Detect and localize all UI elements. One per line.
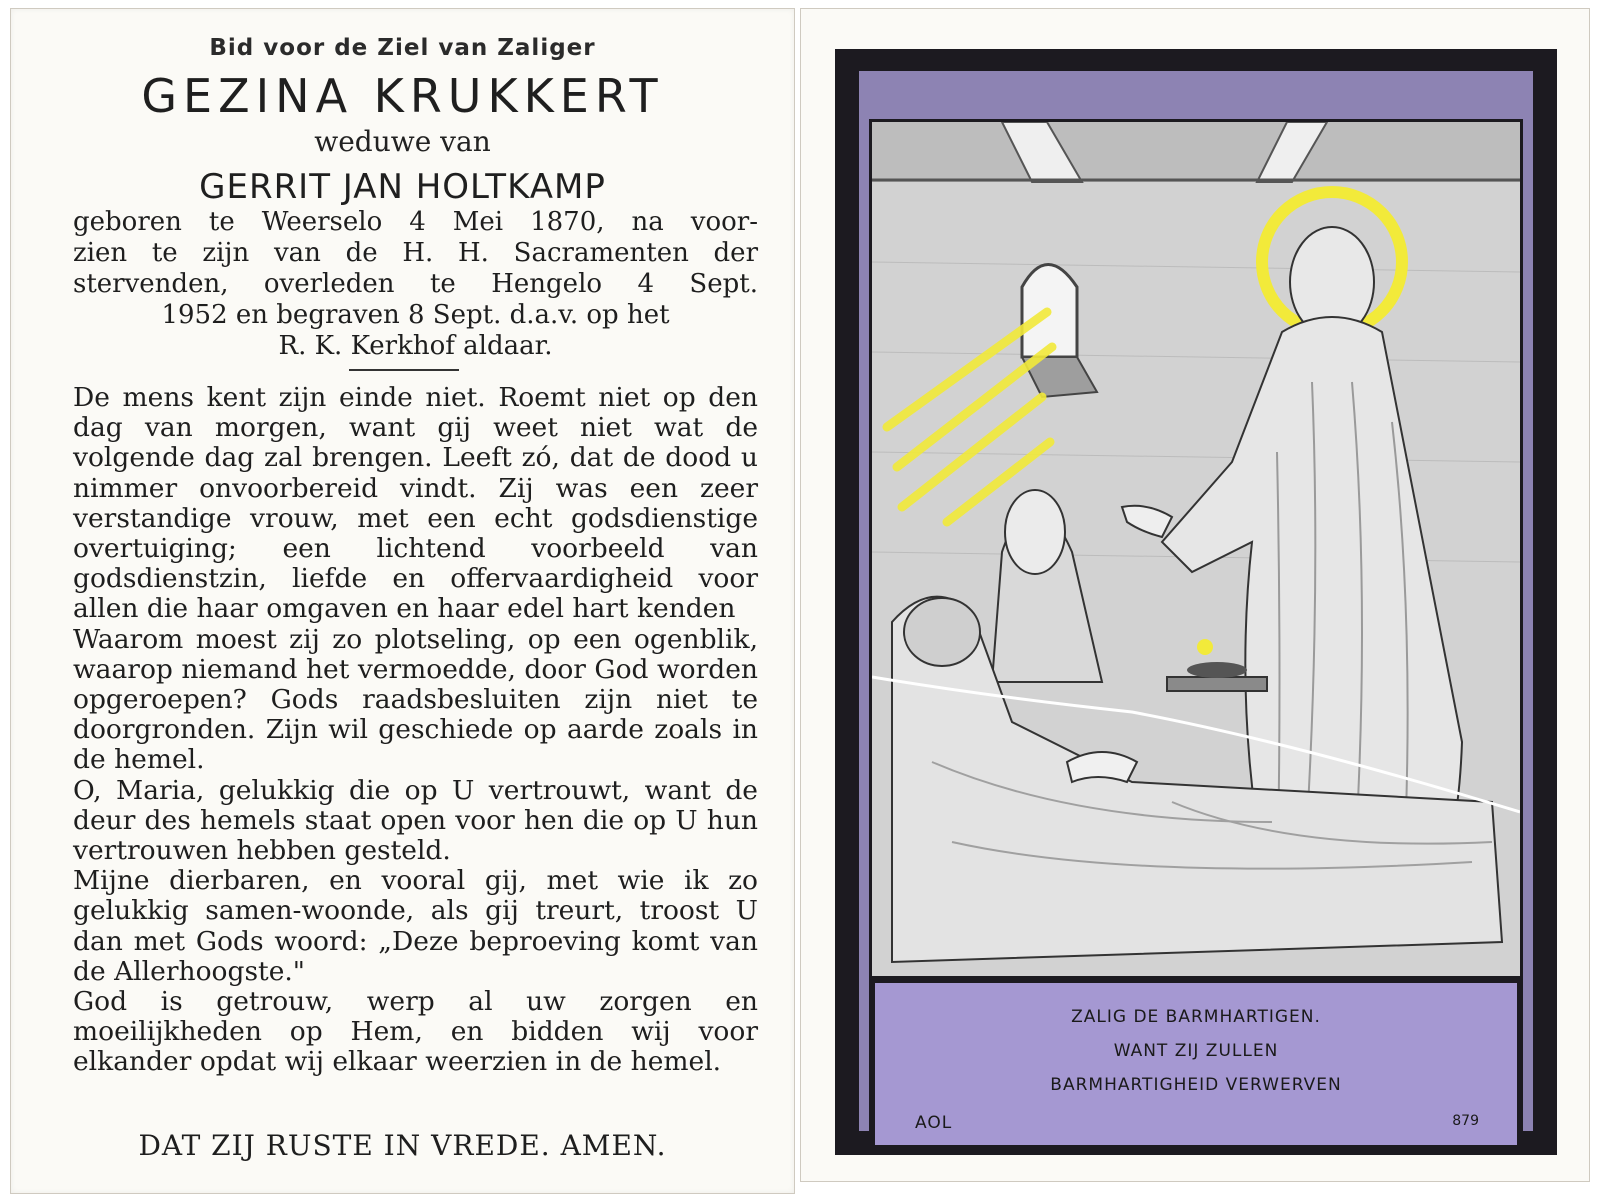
deceased-name: GEZINA KRUKKERT: [141, 69, 664, 123]
illustration-svg: [872, 122, 1520, 976]
caption-line: WANT ZIJ ZULLEN: [1113, 1041, 1279, 1061]
husband-name: GERRIT JAN HOLTKAMP: [199, 167, 606, 207]
memorial-text-card: [10, 8, 795, 1194]
caption-line: BARMHARTIGHEID VERWERVEN: [1050, 1075, 1342, 1095]
bio-line: stervenden, overleden te Hengelo 4 Sept.: [73, 269, 758, 299]
card-number: 879: [1452, 1113, 1479, 1129]
paragraph: De mens kent zijn einde niet. Roemt niet op den dag van morgen, want gij weet niet wat de volgende dag zal brengen. Leeft zó, dat de dood u nimmer onvoorbereid vindt. Zij was een zeer verstandige vrouw, met een echt godsdienstige overtuiging; een lichtend voorbeeld van godsdienstzin, liefde en offervaardigheid voor allen die haar omgaven en haar edel hart kenden: [73, 382, 758, 625]
closing-line: DAT ZIJ RUSTE IN VREDE. AMEN.: [138, 1129, 667, 1162]
bio-line: R. K. Kerkhof aldaar.: [278, 331, 553, 361]
biography: [73, 207, 758, 362]
mourning-frame: [835, 49, 1557, 1155]
bio-line: 1952 en begraven 8 Sept. d.a.v. op het: [161, 300, 670, 330]
bio-line: zien te zijn van de H. H. Sacramenten der: [73, 238, 758, 268]
divider-rule: [349, 369, 459, 371]
publisher-mark: AOL: [915, 1113, 953, 1133]
prayer-line: Bid voor de Ziel van Zaliger: [209, 35, 596, 61]
deathbed-illustration: [869, 119, 1523, 979]
caption-line: ZALIG DE BARMHARTIGEN.: [1071, 1007, 1321, 1027]
paragraph: O, Maria, gelukkig die op U vertrouwt, want de deur des hemels staat open voor hen die op U hun vertrouwen hebben gesteld.: [73, 774, 758, 867]
widow-of-label: weduwe van: [314, 125, 491, 158]
memorial-body: [73, 383, 758, 1078]
caption-panel: [869, 977, 1523, 1151]
paragraph: Waarom moest zij zo plotseling, op een ogenblik, waarop niemand het vermoedde, door God worden opgeroepen? Gods raadsbesluiten zijn niet te doorgronden. Zijn wil geschiede op aarde zoals in de hemel.: [73, 623, 758, 776]
devotional-image-card: [800, 8, 1590, 1182]
bio-line: geboren te Weerselo 4 Mei 1870, na voor-: [73, 207, 758, 237]
paragraph: Mijne dierbaren, en vooral gij, met wie ik zo gelukkig samen-woonde, als gij treurt, troost U dan met Gods woord: „Deze beproeving komt van de Allerhoogste.": [73, 865, 758, 987]
paragraph: God is getrouw, werp al uw zorgen en moeilijkheden op Hem, en bidden wij voor elkander opdat wij elkaar weerzien in de hemel.: [73, 986, 758, 1078]
